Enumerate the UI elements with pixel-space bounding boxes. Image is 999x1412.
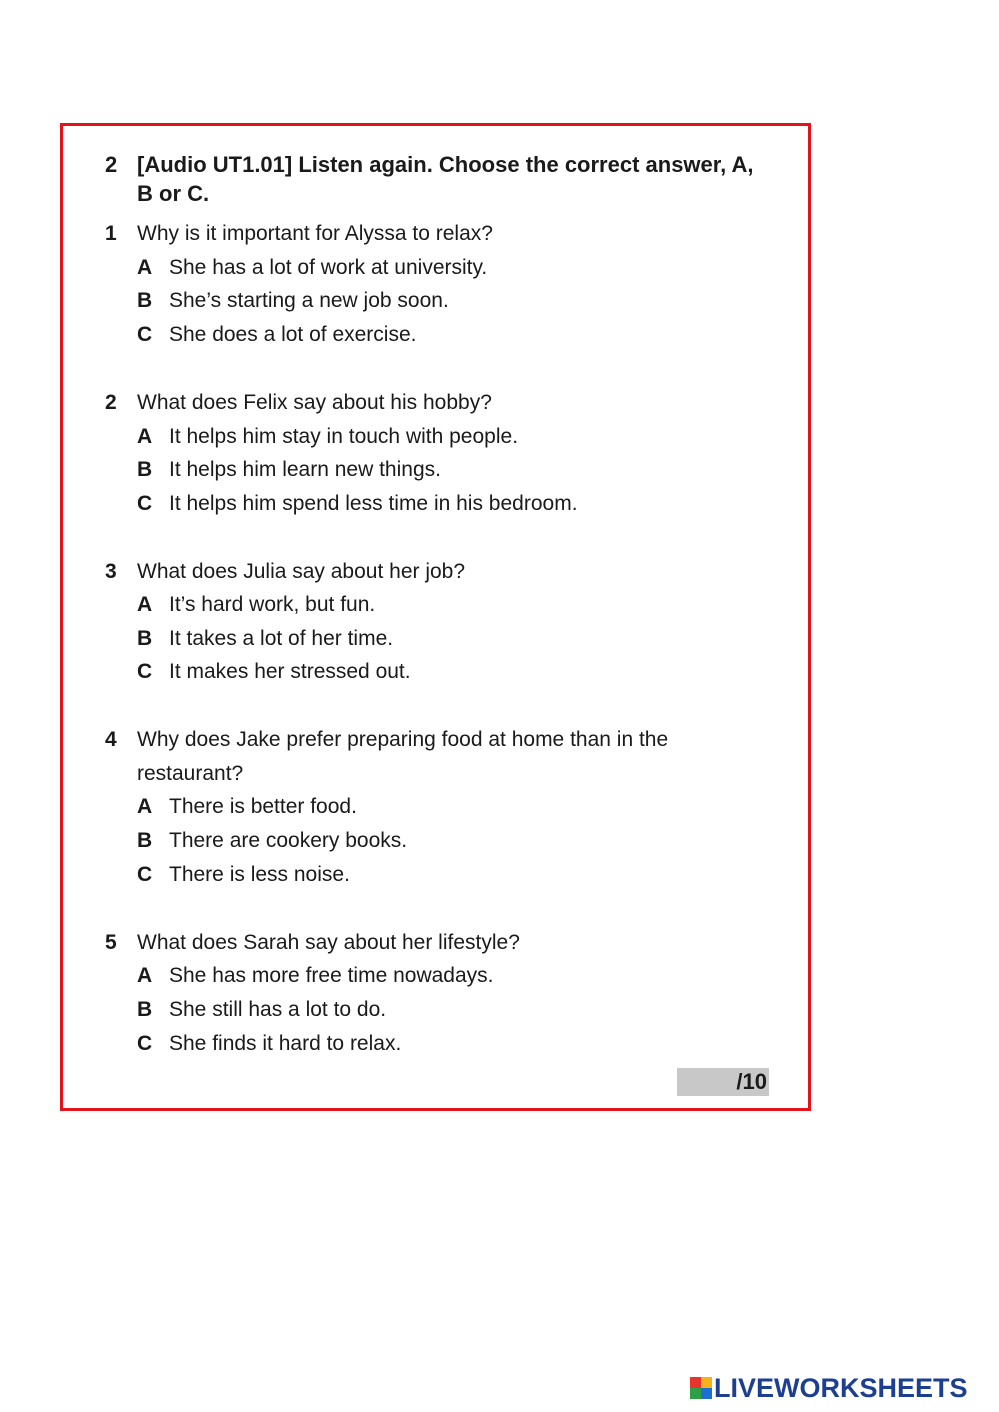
logo-square bbox=[690, 1388, 701, 1399]
option-text: There are cookery books. bbox=[169, 829, 408, 852]
question-text: Why is it important for Alyssa to relax? bbox=[137, 222, 493, 245]
option-text: She’s starting a new job soon. bbox=[169, 289, 449, 312]
option-letter: A bbox=[137, 795, 153, 818]
answer-option-b[interactable] bbox=[137, 284, 449, 318]
question-number: 4 bbox=[105, 728, 117, 751]
question-number: 5 bbox=[105, 931, 117, 954]
answer-option-a[interactable] bbox=[137, 588, 375, 622]
option-text: There is less noise. bbox=[169, 863, 350, 886]
option-text: It makes her stressed out. bbox=[169, 660, 411, 683]
answer-option-a[interactable] bbox=[137, 420, 518, 454]
option-letter: A bbox=[137, 593, 153, 616]
question-number: 3 bbox=[105, 560, 117, 583]
option-letter: B bbox=[137, 829, 153, 852]
option-letter: C bbox=[137, 492, 153, 515]
option-letter: B bbox=[137, 458, 153, 481]
answer-option-c[interactable] bbox=[137, 1027, 401, 1061]
answer-option-a[interactable] bbox=[137, 790, 357, 824]
score-label: /10 bbox=[736, 1069, 767, 1094]
answer-option-b[interactable] bbox=[137, 824, 407, 858]
question-number: 1 bbox=[105, 222, 117, 245]
logo-square bbox=[701, 1388, 712, 1399]
answer-option-b[interactable] bbox=[137, 622, 393, 656]
option-text: She does a lot of exercise. bbox=[169, 323, 417, 346]
question-text: What does Sarah say about her lifestyle? bbox=[137, 931, 520, 954]
answer-option-b[interactable] bbox=[137, 453, 441, 487]
logo-square bbox=[701, 1377, 712, 1388]
answer-option-c[interactable] bbox=[137, 487, 578, 521]
option-text: It helps him spend less time in his bedroom. bbox=[169, 492, 578, 515]
option-text: She has a lot of work at university. bbox=[169, 256, 488, 279]
option-letter: B bbox=[137, 627, 153, 650]
option-letter: A bbox=[137, 964, 153, 987]
option-text: It helps him learn new things. bbox=[169, 458, 441, 481]
exercise-instruction: [Audio UT1.01] Listen again. Choose the correct answer, A, B or C. bbox=[137, 152, 754, 206]
option-text: She still has a lot to do. bbox=[169, 998, 387, 1021]
option-letter: A bbox=[137, 256, 153, 279]
option-letter: A bbox=[137, 425, 153, 448]
option-letter: C bbox=[137, 1032, 153, 1055]
option-text: She has more free time nowadays. bbox=[169, 964, 494, 987]
answer-option-b[interactable] bbox=[137, 993, 386, 1027]
logo-square bbox=[690, 1377, 701, 1388]
option-text: There is better food. bbox=[169, 795, 357, 818]
liveworksheets-logo-icon bbox=[690, 1377, 712, 1399]
brand-name: LIVEWORKSHEETS bbox=[714, 1372, 968, 1403]
option-letter: C bbox=[137, 660, 153, 683]
question-number: 2 bbox=[105, 391, 117, 414]
option-letter: C bbox=[137, 323, 153, 346]
option-letter: B bbox=[137, 289, 153, 312]
question-text: What does Julia say about her job? bbox=[137, 560, 466, 583]
question-text: Why does Jake prefer preparing food at home than in the restaurant? bbox=[137, 728, 669, 785]
option-text: It helps him stay in touch with people. bbox=[169, 425, 519, 448]
answer-option-c[interactable] bbox=[137, 858, 350, 892]
option-text: It’s hard work, but fun. bbox=[169, 593, 376, 616]
exercise-number: 2 bbox=[105, 152, 118, 177]
option-text: It takes a lot of her time. bbox=[169, 627, 394, 650]
option-text: She finds it hard to relax. bbox=[169, 1032, 402, 1055]
option-letter: C bbox=[137, 863, 153, 886]
liveworksheets-brand bbox=[690, 1372, 968, 1404]
answer-option-c[interactable] bbox=[137, 318, 416, 352]
answer-option-a[interactable] bbox=[137, 959, 494, 993]
option-letter: B bbox=[137, 998, 153, 1021]
question-text: What does Felix say about his hobby? bbox=[137, 391, 492, 414]
score-box bbox=[677, 1068, 769, 1096]
answer-option-c[interactable] bbox=[137, 655, 411, 689]
answer-option-a[interactable] bbox=[137, 251, 487, 285]
